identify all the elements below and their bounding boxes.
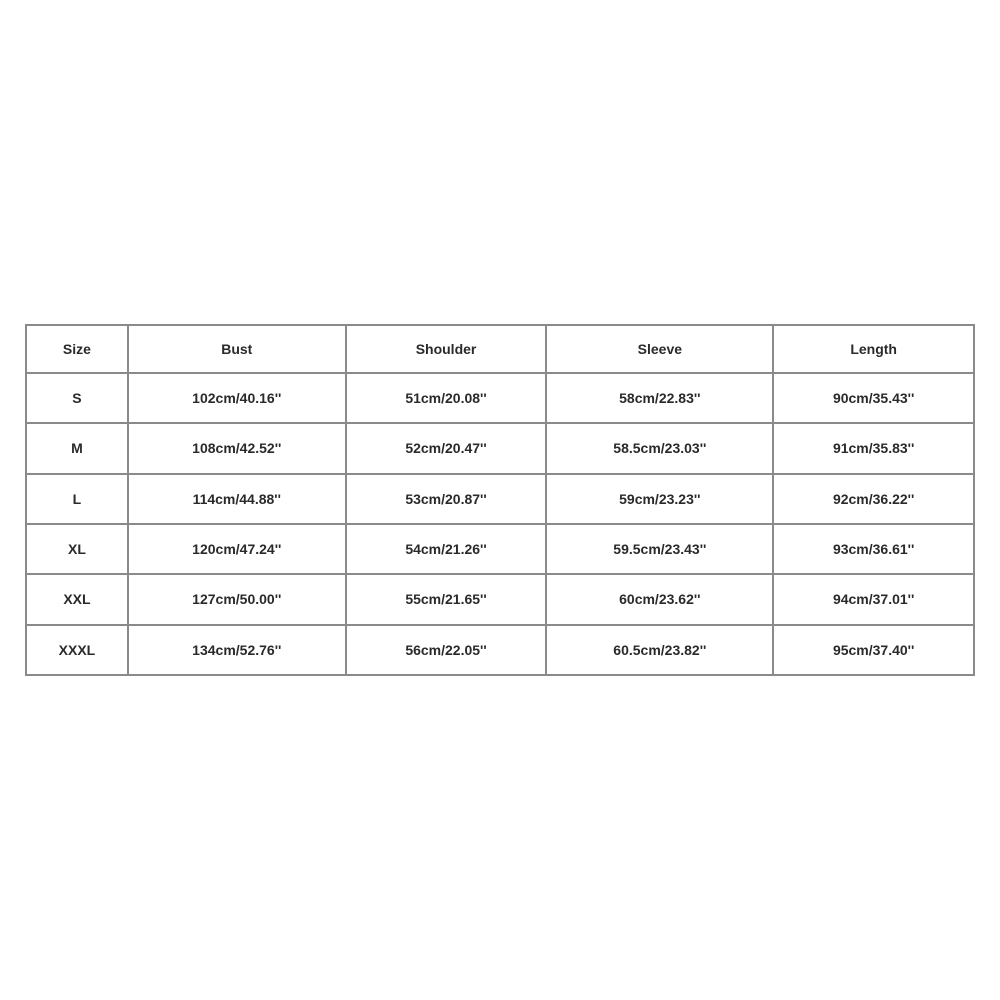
cell-sleeve: 59.5cm/23.43'' [546,524,773,574]
cell-bust: 114cm/44.88'' [128,474,346,524]
cell-sleeve: 58.5cm/23.03'' [546,423,773,473]
header-bust: Bust [128,325,346,373]
cell-length: 93cm/36.61'' [773,524,974,574]
cell-shoulder: 55cm/21.65'' [346,574,547,624]
cell-size: L [26,474,128,524]
header-length: Length [773,325,974,373]
cell-shoulder: 56cm/22.05'' [346,625,547,675]
table-row [26,373,974,423]
cell-shoulder: 51cm/20.08'' [346,373,547,423]
cell-sleeve: 60cm/23.62'' [546,574,773,624]
cell-shoulder: 53cm/20.87'' [346,474,547,524]
cell-size: XXL [26,574,128,624]
header-shoulder: Shoulder [346,325,547,373]
table-row [26,625,974,675]
cell-length: 90cm/35.43'' [773,373,974,423]
header-size: Size [26,325,128,373]
cell-sleeve: 58cm/22.83'' [546,373,773,423]
table-row [26,524,974,574]
cell-sleeve: 59cm/23.23'' [546,474,773,524]
cell-bust: 120cm/47.24'' [128,524,346,574]
table-row [26,474,974,524]
cell-length: 92cm/36.22'' [773,474,974,524]
cell-length: 94cm/37.01'' [773,574,974,624]
table-row [26,423,974,473]
cell-bust: 134cm/52.76'' [128,625,346,675]
size-chart-table [25,324,975,676]
cell-bust: 102cm/40.16'' [128,373,346,423]
table-row [26,574,974,624]
cell-shoulder: 52cm/20.47'' [346,423,547,473]
header-sleeve: Sleeve [546,325,773,373]
table-header-row [26,325,974,373]
cell-sleeve: 60.5cm/23.82'' [546,625,773,675]
cell-shoulder: 54cm/21.26'' [346,524,547,574]
cell-size: XXXL [26,625,128,675]
cell-bust: 108cm/42.52'' [128,423,346,473]
cell-size: M [26,423,128,473]
cell-length: 95cm/37.40'' [773,625,974,675]
cell-size: S [26,373,128,423]
cell-length: 91cm/35.83'' [773,423,974,473]
cell-size: XL [26,524,128,574]
cell-bust: 127cm/50.00'' [128,574,346,624]
